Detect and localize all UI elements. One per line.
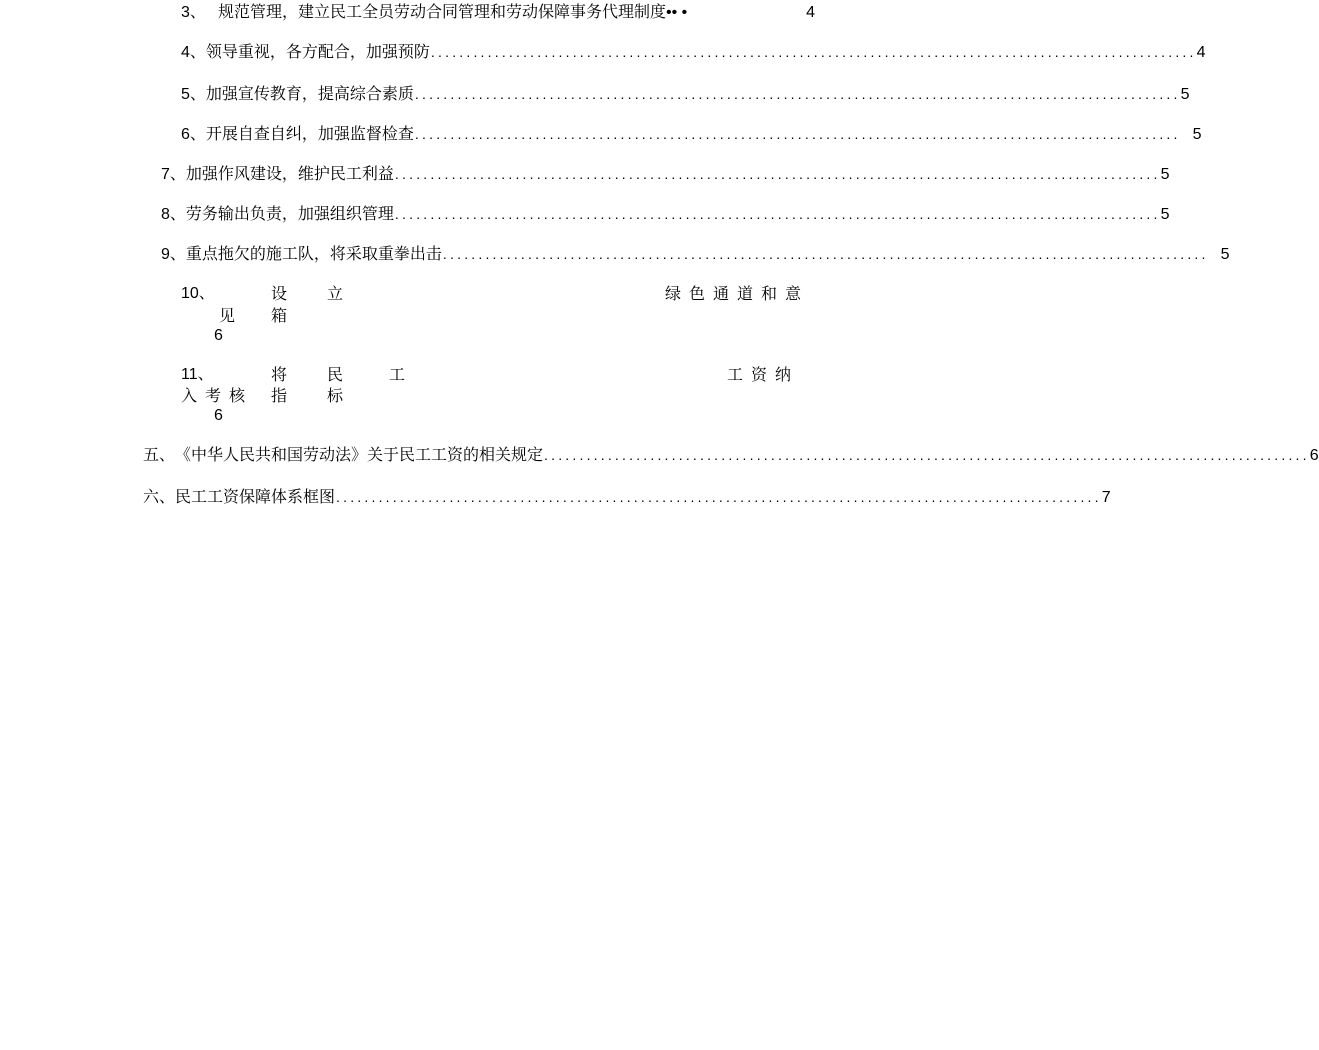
toc-entry-word: 入考核 xyxy=(181,386,254,405)
toc-entry-number: 10、 xyxy=(181,285,215,302)
toc-entry-word: 民 xyxy=(327,365,344,384)
toc-entry-title: 开展自查自纠，加强监督检查 xyxy=(205,124,414,143)
toc-entry-page: 5 xyxy=(1180,86,1190,103)
toc-entry-10[interactable] xyxy=(0,284,950,348)
toc-entry-word: 将 xyxy=(271,365,288,384)
toc-entry-8[interactable] xyxy=(161,204,1170,225)
toc-entry-leader-dots: ............................................................................................................ xyxy=(394,206,1161,222)
toc-entry-11[interactable] xyxy=(0,365,950,429)
toc-entry-number: 8 xyxy=(161,206,170,223)
toc-section-title: 《中华人民共和国劳动法》关于民工工资的相关规定 xyxy=(175,445,544,464)
toc-entry-7[interactable] xyxy=(161,164,1170,185)
toc-entry-number: 3、 xyxy=(181,4,206,21)
toc-entry-word: 箱 xyxy=(271,306,288,325)
toc-entry-page: 5 xyxy=(1192,126,1202,143)
toc-entry-word: 指 xyxy=(271,386,288,405)
toc-entry-title: 加强宣传教育，提高综合素质 xyxy=(205,84,414,103)
toc-entry-page: 4 xyxy=(1196,44,1206,61)
toc-entry-number: 6、 xyxy=(181,126,206,143)
toc-entry-4[interactable] xyxy=(181,42,1206,63)
toc-entry-number: 11、 xyxy=(181,366,214,383)
toc-entry-leader-dots: ............................................................................................................ xyxy=(414,86,1181,102)
toc-entry-6[interactable] xyxy=(181,124,1202,145)
toc-entry-title: 、重点拖欠的施工队，将采取重拳出击 xyxy=(169,244,442,263)
toc-entry-word: 设 xyxy=(271,284,288,303)
toc-entry-word: 绿色通道和意 xyxy=(665,284,810,303)
toc-entry-page: 4 xyxy=(806,4,815,21)
toc-section-number: 六、 xyxy=(143,487,176,506)
toc-section-page: 7 xyxy=(1101,489,1111,506)
toc-section-number: 五、 xyxy=(143,445,176,464)
toc-entry-leader-dots: ............................................................................................................ xyxy=(430,44,1197,60)
toc-entry-page: 5 xyxy=(1160,166,1170,183)
toc-entry-title: 、加强作风建设，维护民工利益 xyxy=(169,164,394,183)
toc-entry-page: 5 xyxy=(1220,246,1230,263)
toc-entry-title: 、劳务输出负责，加强组织管理 xyxy=(169,204,394,223)
toc-entry-number: 5、 xyxy=(181,86,206,103)
toc-entry-9[interactable] xyxy=(161,244,1230,265)
toc-entry-page: 6 xyxy=(214,407,223,424)
toc-section-title: 民工工资保障体系框图 xyxy=(175,487,336,506)
toc-entry-page: 5 xyxy=(1160,206,1170,223)
toc-section-5[interactable] xyxy=(143,445,1319,466)
toc-entry-word: 工 xyxy=(389,365,406,384)
toc-entry-word: 工资纳 xyxy=(727,365,800,384)
toc-entry-number: 9 xyxy=(161,246,170,263)
toc-entry-title: 规范管理，建立民工全员劳动合同管理和劳动保障事务代理制度 xyxy=(218,2,667,21)
toc-entry-leader-dots: ............................................................................................................ xyxy=(394,166,1161,182)
toc-entry-title: 领导重视，各方配合，加强预防 xyxy=(205,42,430,61)
toc-section-leader-dots: ............................................................................................................ xyxy=(336,489,1102,505)
toc-entry-leader: •• • xyxy=(666,4,688,21)
toc-section-6[interactable] xyxy=(143,487,1111,508)
toc-entry-number: 4、 xyxy=(181,44,206,61)
toc-entry-word: 立 xyxy=(327,284,344,303)
toc-section-page: 6 xyxy=(1309,447,1319,464)
toc-section-leader-dots: ............................................................................................................ xyxy=(544,447,1310,463)
toc-entry-page: 6 xyxy=(214,327,223,344)
toc-entry-leader-dots: ............................................................................................................ xyxy=(414,126,1181,142)
toc-entry-5[interactable] xyxy=(181,84,1190,105)
toc-entry-number: 7 xyxy=(161,166,170,183)
toc-entry-word: 见 xyxy=(219,306,236,325)
toc-entry-3[interactable] xyxy=(181,2,815,23)
toc-entry-word: 标 xyxy=(327,386,344,405)
toc-entry-leader-dots: ............................................................................................................ xyxy=(442,246,1209,262)
